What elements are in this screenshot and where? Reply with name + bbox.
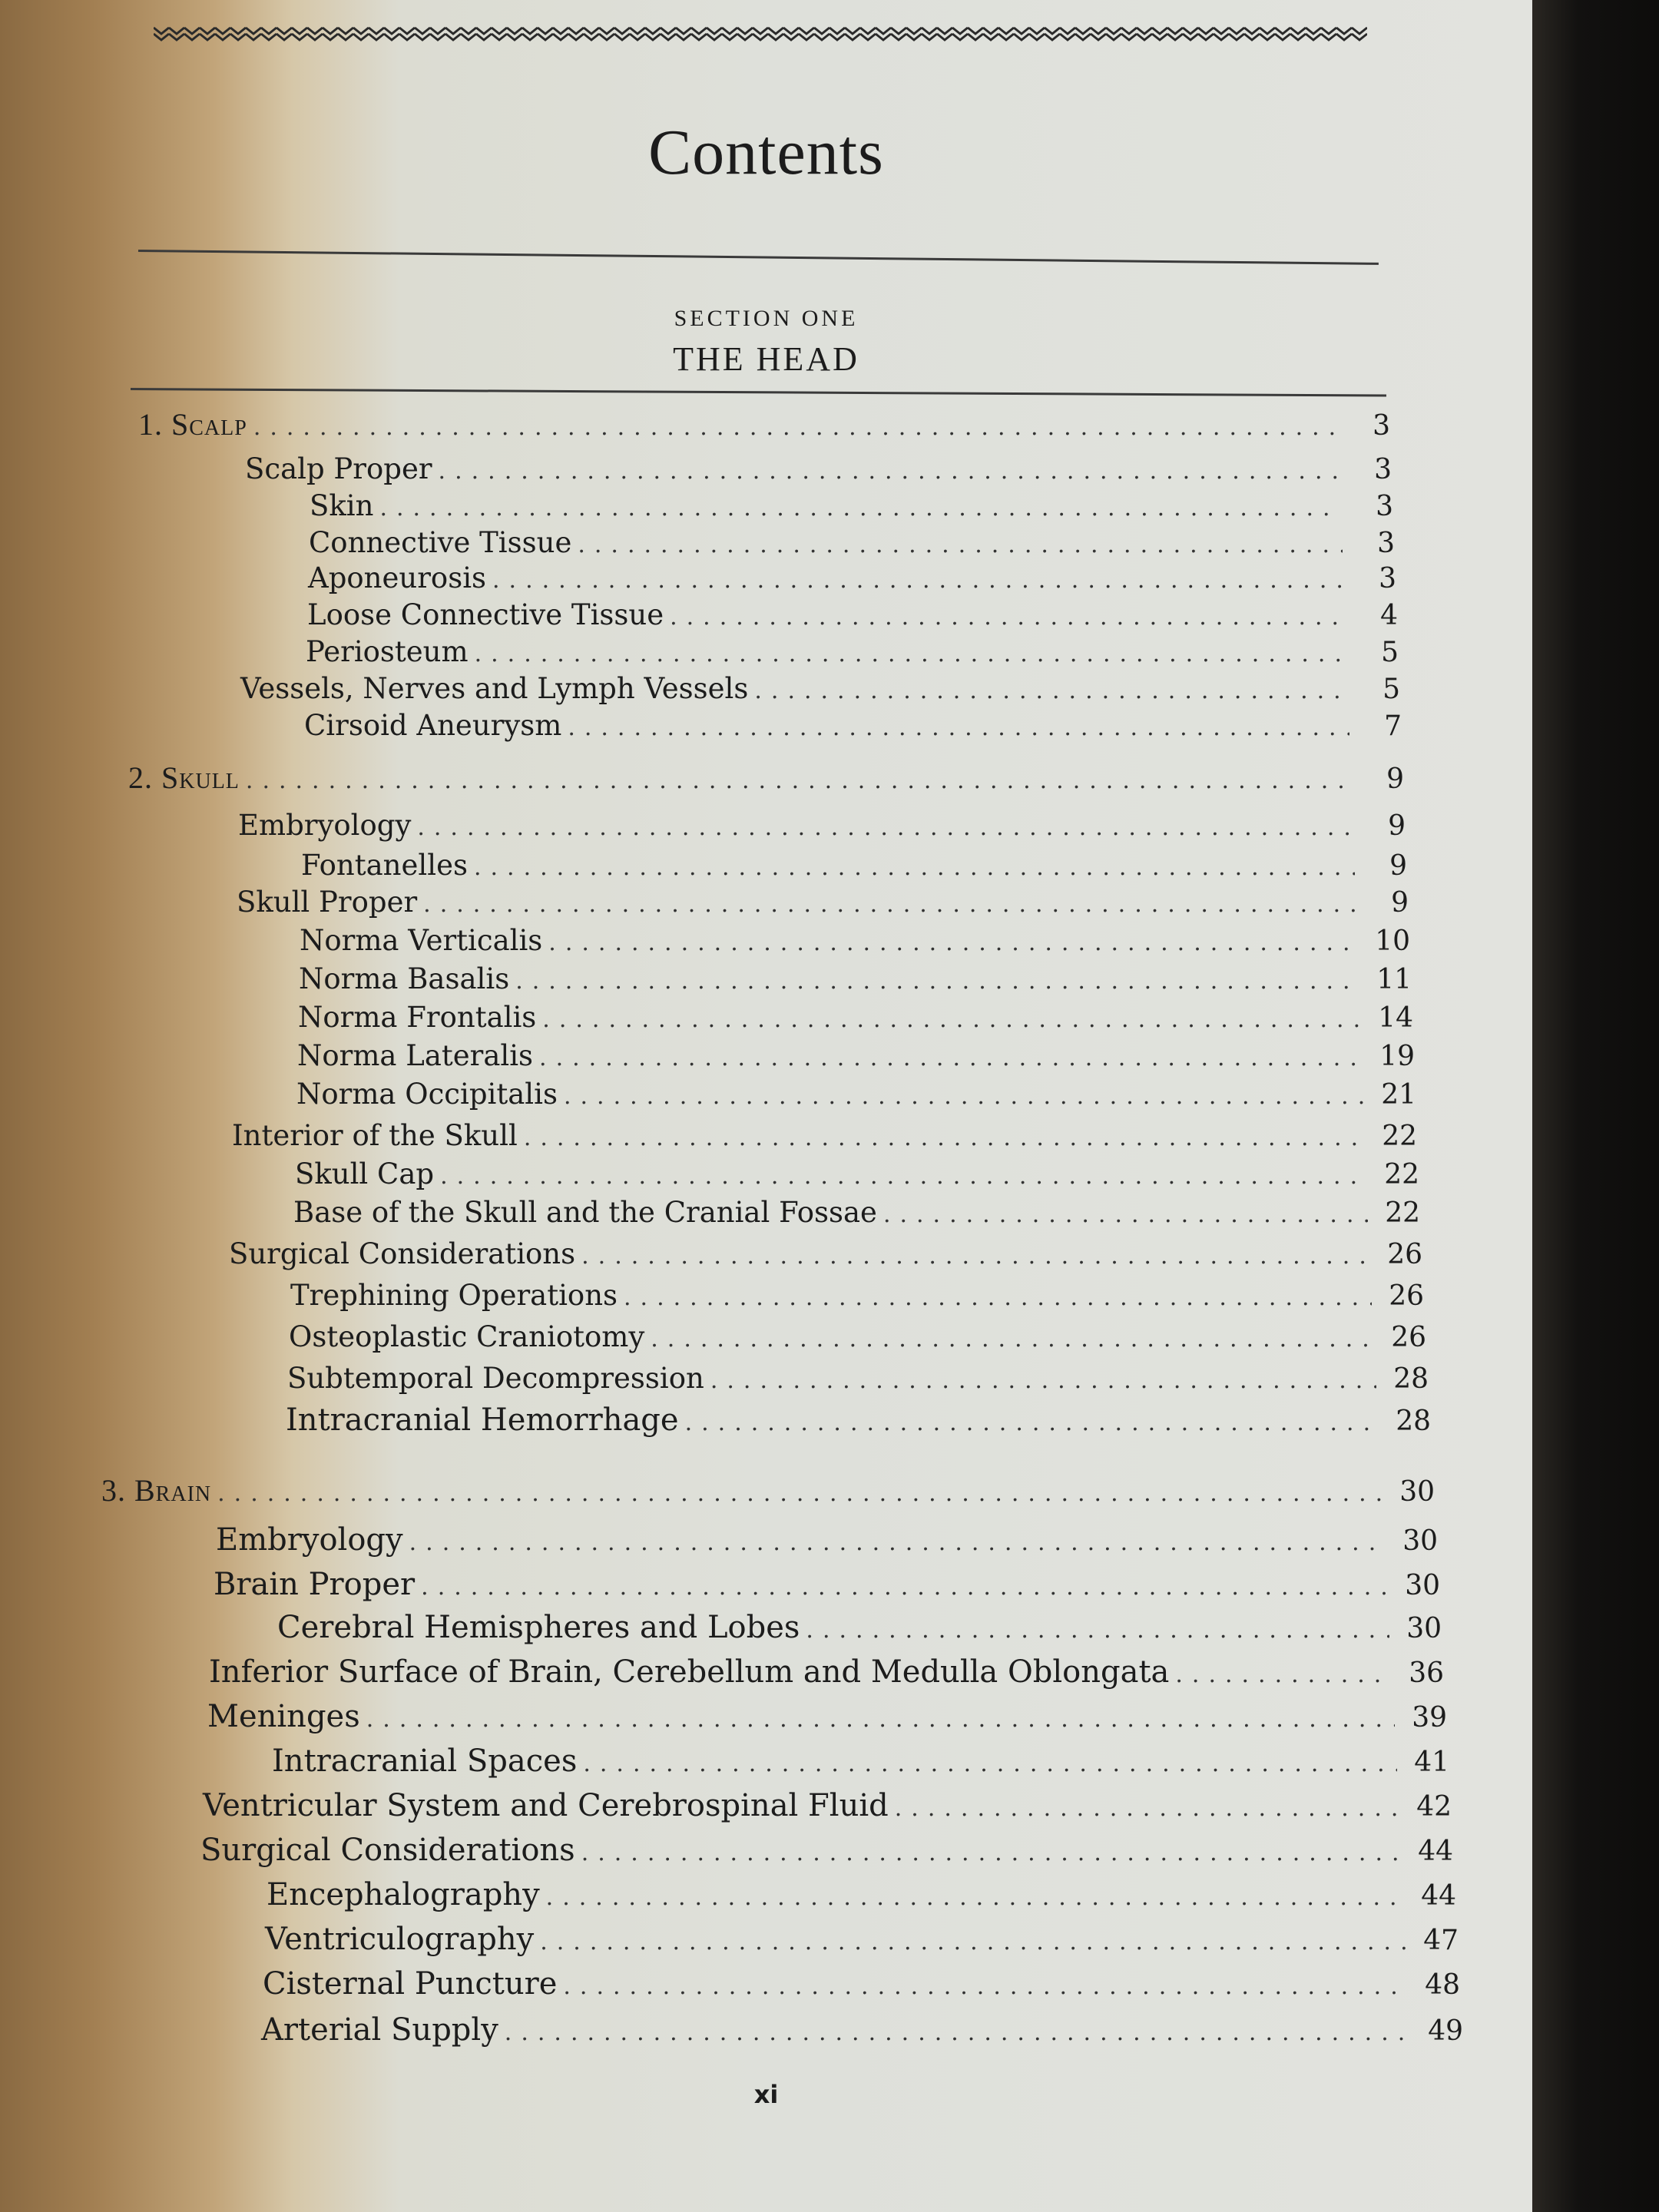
toc-entry [209, 1654, 1444, 1690]
dot-leader [440, 1159, 1367, 1194]
dot-leader [539, 1041, 1363, 1076]
toc-entry-page: 44 [1421, 1880, 1456, 1912]
toc-entry [308, 561, 1396, 596]
toc-entry-label: Vessels, Nerves and Lymph Vessels [240, 672, 749, 705]
toc-entry-label: Cerebral Hemispheres and Lobes [277, 1610, 800, 1645]
toc-entry-label: 2. Skull [128, 760, 240, 795]
toc-entry-page: 22 [1382, 1121, 1417, 1152]
toc-entry-page: 3 [1377, 528, 1395, 559]
toc-entry-page: 41 [1414, 1747, 1449, 1778]
toc-entry [203, 1788, 1452, 1823]
toc-entry-label: Periosteum [306, 635, 469, 668]
toc-entry-label: Skull Proper [237, 886, 418, 919]
dot-leader [568, 710, 1349, 746]
toc-entry-page: 47 [1423, 1925, 1459, 1956]
dot-leader [670, 600, 1346, 635]
dot-leader [581, 1239, 1370, 1274]
toc-entry-label: 1. Scalp [138, 407, 247, 442]
dot-leader [710, 1363, 1376, 1399]
toc-entry-label: Surgical Considerations [229, 1237, 576, 1270]
toc-entry-page: 10 [1375, 926, 1410, 957]
dot-leader [564, 1079, 1364, 1114]
toc-entry-label: Scalp Proper [245, 452, 432, 485]
toc-entry [309, 525, 1395, 561]
dot-leader [1175, 1657, 1392, 1693]
toc-entry-label: Fontanelles [301, 849, 468, 882]
toc-entry [293, 1195, 1420, 1230]
dot-leader [806, 1613, 1389, 1648]
toc-entry-label: Cirsoid Aneurysm [304, 709, 562, 742]
toc-entry [216, 1522, 1438, 1558]
toc-entry-page: 49 [1428, 2015, 1463, 2047]
toc-entry-page: 48 [1425, 1969, 1460, 2001]
dot-leader [246, 763, 1352, 799]
toc-entry [214, 1567, 1440, 1602]
toc-entry [128, 760, 1404, 796]
toc-entry-page: 26 [1389, 1280, 1424, 1312]
toc-entry-label: Norma Lateralis [297, 1039, 534, 1072]
dot-leader [583, 1747, 1397, 1782]
toc-entry-page: 5 [1382, 674, 1400, 705]
toc-entry [240, 671, 1400, 707]
toc-entry [295, 1157, 1419, 1192]
toc-entry-page: 39 [1412, 1702, 1447, 1734]
toc-entry [232, 1118, 1417, 1154]
toc-entry [237, 885, 1409, 920]
toc-entry [296, 1077, 1416, 1112]
toc-entry [301, 848, 1407, 883]
dot-leader [542, 1002, 1361, 1038]
toc-entry-page: 36 [1409, 1657, 1444, 1689]
toc-entry-page: 14 [1378, 1002, 1413, 1034]
toc-entry [299, 962, 1412, 997]
toc-entry-label: Norma Occipitalis [296, 1078, 558, 1111]
toc-entry-label: Embryology [216, 1522, 403, 1558]
toc-entry-label: Norma Basalis [299, 962, 510, 995]
toc-entry [300, 923, 1410, 959]
toc-entry-page: 5 [1381, 637, 1399, 668]
toc-entry-page: 30 [1402, 1525, 1438, 1557]
dot-leader [474, 850, 1355, 886]
toc-entry [287, 1361, 1429, 1396]
toc-entry [245, 452, 1392, 487]
toc-entry [265, 1922, 1459, 1957]
toc-entry-page: 9 [1386, 763, 1404, 795]
dot-leader [754, 674, 1348, 709]
dot-leader [379, 491, 1341, 526]
dot-leader [895, 1791, 1399, 1826]
toc-entry-label: Brain Proper [214, 1567, 416, 1602]
toc-entry [297, 1038, 1415, 1074]
section-title: THE HEAD [673, 340, 859, 378]
dot-leader [409, 1525, 1386, 1561]
toc-entry-page: 9 [1391, 887, 1409, 919]
toc-entry [298, 1000, 1413, 1035]
toc-entry-page: 22 [1385, 1197, 1420, 1229]
toc-entry-page: 28 [1396, 1406, 1431, 1437]
toc-entry [207, 1699, 1447, 1734]
dot-leader [421, 1570, 1388, 1605]
dot-leader [253, 410, 1338, 445]
toc-entry-label: Subtemporal Decompression [287, 1362, 704, 1395]
toc-entry-label: Embryology [238, 809, 412, 842]
toc-entry [101, 1473, 1435, 1508]
toc-entry [138, 407, 1390, 442]
toc-entry [200, 1833, 1453, 1868]
dot-leader [548, 926, 1358, 961]
toc-entry-label: Arterial Supply [261, 2012, 498, 2048]
dot-leader [515, 964, 1359, 999]
dot-leader [475, 637, 1346, 672]
dot-leader [366, 1702, 1395, 1737]
toc-entry-label: Ventricular System and Cerebrospinal Fluid [203, 1788, 889, 1823]
toc-entry-page: 9 [1389, 850, 1407, 882]
toc-entry-page: 3 [1374, 454, 1392, 485]
dot-leader [883, 1197, 1368, 1233]
toc-entry-page: 9 [1388, 810, 1406, 842]
toc-entry-page: 11 [1376, 964, 1412, 995]
toc-entry [310, 488, 1393, 524]
toc-entry-page: 22 [1384, 1159, 1419, 1190]
toc-entry-label: Norma Verticalis [300, 924, 543, 957]
toc-entry [267, 1877, 1456, 1912]
toc-entry-page: 3 [1376, 491, 1393, 522]
toc-entry-page: 30 [1405, 1570, 1440, 1601]
toc-entry [238, 808, 1406, 843]
toc-entry-page: 28 [1393, 1363, 1429, 1395]
toc-entry-label: Norma Frontalis [298, 1001, 537, 1034]
dot-leader [423, 887, 1356, 922]
section-label: SECTION ONE [674, 306, 859, 331]
toc-entry-label: Skull Cap [295, 1157, 435, 1190]
toc-entry-label: Encephalography [267, 1877, 540, 1912]
toc-entry-label: Surgical Considerations [200, 1833, 575, 1868]
toc-entry-page: 44 [1418, 1836, 1453, 1867]
toc-entry-label: Osteoplastic Craniotomy [289, 1320, 645, 1353]
dot-leader [217, 1476, 1382, 1512]
dot-leader [439, 454, 1339, 489]
toc-entry [229, 1237, 1422, 1272]
toc-entry [272, 1743, 1449, 1779]
dot-leader [685, 1406, 1379, 1441]
toc-entry-label: Skin [310, 489, 374, 522]
background-edge [1532, 0, 1659, 2212]
toc-entry-label: Intracranial Spaces [272, 1743, 578, 1779]
toc-entry [277, 1610, 1442, 1645]
toc-entry-page: 3 [1379, 563, 1396, 594]
toc-entry [307, 598, 1398, 633]
toc-entry [306, 634, 1399, 670]
toc-entry-label: Ventriculography [265, 1922, 535, 1957]
toc-entry-label: Trephining Operations [290, 1279, 618, 1312]
dot-leader [578, 528, 1343, 563]
toc-entry-page: 30 [1406, 1613, 1442, 1644]
dot-leader [417, 810, 1353, 846]
toc-entry-page: 7 [1384, 710, 1402, 742]
dot-leader [492, 563, 1344, 598]
toc-entry [289, 1320, 1426, 1355]
toc-entry-page: 21 [1381, 1079, 1416, 1111]
dot-leader [563, 1969, 1408, 2005]
toc-entry [290, 1278, 1424, 1313]
dot-leader [540, 1925, 1406, 1960]
toc-entry-page: 30 [1399, 1476, 1435, 1508]
toc-entry-page: 4 [1380, 600, 1398, 631]
dot-leader [546, 1880, 1404, 1916]
toc-entry [286, 1402, 1431, 1438]
toc-entry-page: 19 [1379, 1041, 1415, 1072]
dot-leader [651, 1322, 1374, 1357]
dot-leader [524, 1121, 1365, 1156]
toc-entry [304, 708, 1402, 743]
page-number: xi [753, 2080, 779, 2109]
dot-leader [624, 1280, 1372, 1316]
toc-entry [263, 1966, 1460, 2002]
page-title: Contents [648, 117, 884, 188]
toc-entry-page: 42 [1416, 1791, 1452, 1823]
toc-entry [261, 2012, 1463, 2048]
toc-entry-label: Aponeurosis [308, 561, 487, 594]
toc-entry-page: 3 [1373, 410, 1390, 442]
toc-entry-label: Base of the Skull and the Cranial Fossae [293, 1196, 877, 1229]
dot-leader [581, 1836, 1401, 1871]
toc-entry-label: Interior of the Skull [232, 1119, 518, 1152]
toc-entry-label: Loose Connective Tissue [307, 598, 664, 631]
toc-entry-label: Inferior Surface of Brain, Cerebellum and Medulla Oblongata [209, 1654, 1170, 1690]
dot-leader [505, 2015, 1411, 2051]
toc-entry-page: 26 [1387, 1239, 1422, 1270]
toc-entry-label: Cisternal Puncture [263, 1966, 558, 2002]
toc-entry-label: Meninges [207, 1699, 360, 1734]
toc-entry-page: 26 [1391, 1322, 1426, 1353]
toc-entry-label: Connective Tissue [309, 526, 572, 559]
toc-entry-label: Intracranial Hemorrhage [286, 1402, 679, 1438]
toc-entry-label: 3. Brain [101, 1473, 212, 1508]
